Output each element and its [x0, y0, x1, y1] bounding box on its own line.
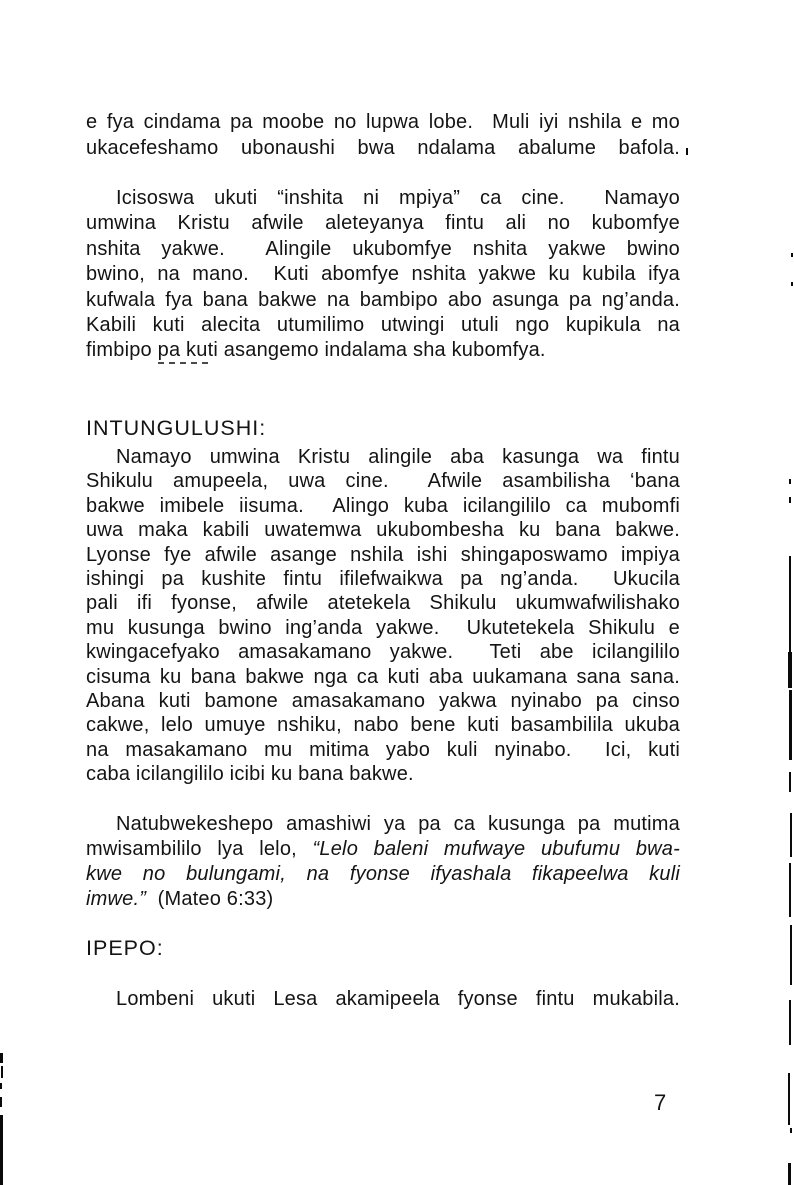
scan-artifact	[789, 772, 791, 792]
italic-text-segment: “Lelo baleni mufwaye ubufumu bwa-	[312, 838, 680, 860]
scan-artifact	[790, 813, 792, 857]
text-segment: pali ifi fyonse, afwile atetekela Shikulu ukumwafwilishako	[86, 592, 680, 615]
heading-intungulushi: INTUNGULUSHI:	[86, 416, 267, 440]
text-segment: cakwe, lelo umuye nshiku, nabo bene kuti basambilila ukuba	[86, 714, 680, 737]
text-line	[86, 887, 680, 912]
text-segment: Shikulu amupeela, uwa cine. Afwile asambilisha ‘bana	[86, 470, 680, 493]
text-line	[86, 762, 680, 786]
text-line	[86, 862, 680, 887]
paragraph-intungulushi-body	[86, 445, 680, 787]
text-segment: cisuma ku bana bakwe nga ca kuti aba uukamana sana sana.	[86, 665, 680, 688]
paragraph-scripture-quote	[86, 812, 680, 912]
text-segment: nshita yakwe. Alingile ukubomfye nshita yakwe bwino	[86, 237, 680, 260]
scan-artifact	[790, 1128, 792, 1133]
text-segment: Natubwekeshepo amashiwi ya pa ca kusunga pa mutima	[116, 813, 680, 835]
italic-text-segment: kwe no bulungami, na fyonse ifyashala fikapeelwa kuli	[86, 863, 680, 885]
text-line	[86, 445, 680, 469]
scan-artifact	[789, 863, 791, 917]
text-line	[86, 591, 680, 615]
text-segment: ukacefeshamo ubonaushi bwa ndalama abalume bafola.	[86, 137, 680, 159]
scan-artifact	[0, 1083, 2, 1089]
text-segment: (Mateo 6:33)	[146, 888, 274, 910]
text-line	[86, 469, 680, 493]
text-segment: Lyonse fye afwile asange nshila ishi shingaposwamo impiya	[86, 543, 680, 566]
italic-text-segment: imwe.”	[86, 888, 147, 910]
scan-artifact	[789, 479, 791, 484]
text-line	[86, 738, 680, 762]
text-line	[86, 616, 680, 640]
scan-artifact	[686, 148, 688, 155]
text-segment: kwingacefyako amasakamano yakwe. Teti abe icilangililo	[86, 641, 680, 664]
text-line	[86, 262, 680, 287]
text-line	[86, 640, 680, 664]
text-line	[86, 288, 680, 313]
text-segment: umwina Kristu afwile aleteyanya fintu ali no kubomfye	[86, 212, 680, 235]
scan-artifact	[790, 925, 792, 985]
scan-artifact	[789, 1000, 791, 1045]
text-segment: bwino, na mano. Kuti abomfye nshita yakwe ku kubila ifya	[86, 263, 680, 286]
text-segment: Lombeni ukuti Lesa akamipeela fyonse fintu mukabila.	[116, 988, 680, 1010]
text-segment: fimbipo	[86, 339, 158, 362]
scan-artifact	[791, 282, 793, 286]
text-line	[86, 665, 680, 689]
text-line	[86, 713, 680, 737]
text-segment: Icisoswa ukuti “inshita ni mpiya” ca cine. Namayo	[116, 187, 680, 209]
text-segment: Kabili kuti alecita utumilimo utwingi utuli ngo kupikula na	[86, 314, 680, 337]
heading-ipepo: IPEPO:	[86, 936, 164, 960]
text-segment: pa ku	[158, 339, 208, 364]
text-line	[86, 987, 680, 1012]
scan-artifact	[789, 497, 791, 503]
scan-artifact	[789, 690, 792, 760]
text-line	[86, 313, 680, 338]
text-line	[86, 837, 680, 862]
text-line	[86, 543, 680, 567]
text-segment: uwa maka kabili uwatemwa ukubombesha ku bana bakwe.	[86, 519, 680, 542]
text-segment: ti asangemo indalama sha kubomfya.	[207, 339, 546, 362]
scan-artifact	[0, 1053, 3, 1063]
text-segment: ishingi pa kushite fintu ifilefwaikwa pa ng’anda. Ukucila	[86, 568, 680, 591]
scan-artifact	[0, 1097, 2, 1107]
page-number: 7	[654, 1090, 667, 1115]
text-segment: e fya cindama pa moobe no lupwa lobe. Muli iyi nshila e mo	[86, 111, 680, 133]
text-line	[86, 135, 680, 161]
text-segment: mwisambililo lya lelo,	[86, 838, 313, 860]
scan-artifact	[0, 1115, 3, 1185]
text-segment: mu kusunga bwino ing’anda yakwe. Ukutetekela Shikulu e	[86, 616, 680, 639]
text-line	[86, 186, 680, 211]
scan-artifact	[791, 253, 793, 257]
text-line	[86, 494, 680, 518]
text-line	[86, 812, 680, 837]
paragraph-continuation	[86, 109, 680, 161]
text-segment: Abana kuti bamone amasakamano yakwa nyinabo pa cinso	[86, 690, 680, 713]
text-segment: bakwe imibele iisuma. Alingo kuba icilangililo ca mubomfi	[86, 494, 680, 517]
text-segment: kufwala fya bana bakwe na bambipo abo asunga pa ng’anda.	[86, 288, 680, 311]
scan-artifact	[788, 652, 792, 688]
text-line	[86, 237, 680, 262]
scan-artifact	[788, 1073, 790, 1125]
text-line	[86, 109, 680, 135]
text-segment: Namayo umwina Kristu alingile aba kasunga wa fintu	[116, 446, 680, 468]
text-line	[86, 689, 680, 713]
text-line	[86, 567, 680, 591]
text-line	[86, 518, 680, 542]
scan-artifact	[788, 1163, 791, 1185]
text-segment: na masakamano mu mitima yabo kuli nyinabo. Ici, kuti	[86, 738, 680, 761]
paragraph-inshita-ni-mpiya	[86, 186, 680, 364]
text-line	[86, 338, 680, 363]
scan-artifact	[789, 556, 791, 652]
scan-artifact	[1, 1066, 3, 1078]
text-segment: caba icilangililo icibi ku bana bakwe.	[86, 763, 414, 786]
paragraph-prayer	[86, 987, 680, 1012]
text-line	[86, 211, 680, 236]
